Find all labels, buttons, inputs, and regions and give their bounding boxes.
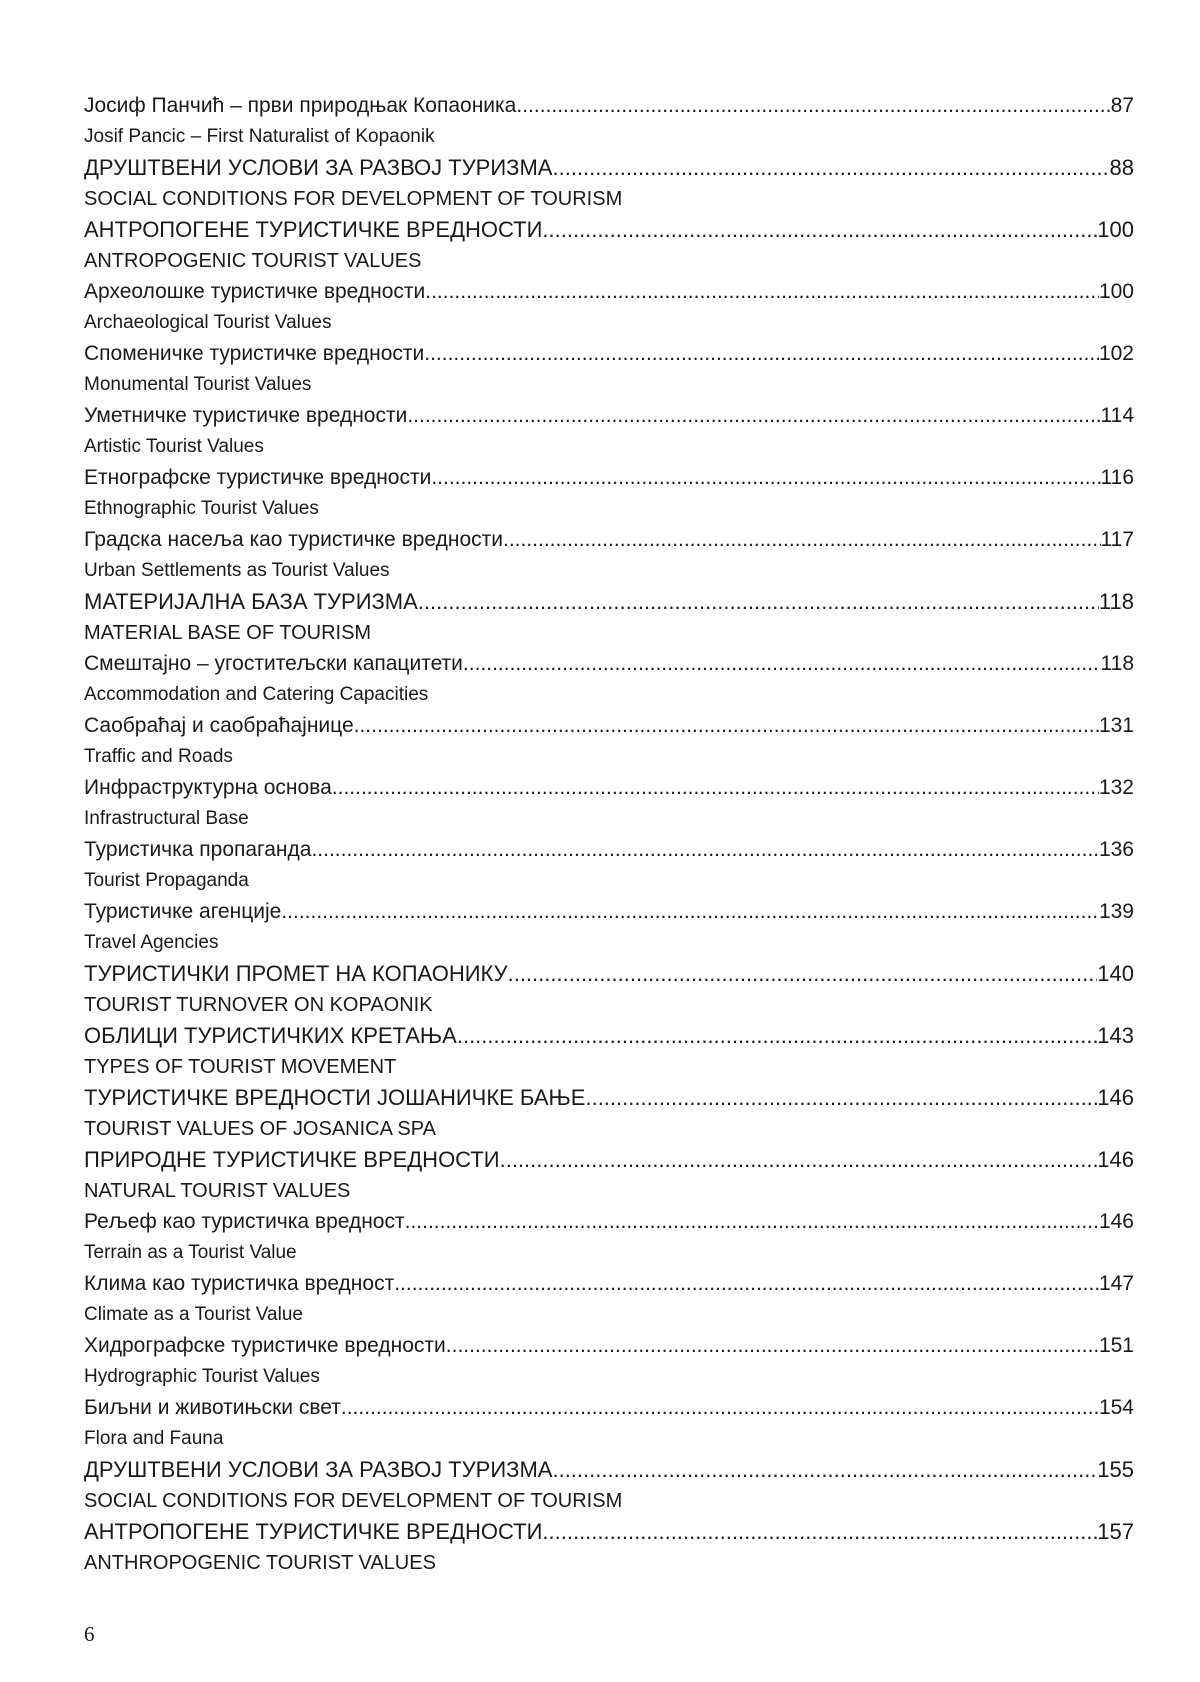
toc-entry-title: Јосиф Панчић – први природњак Копаоника xyxy=(84,94,517,117)
toc-entry xyxy=(84,586,1134,648)
toc-entry-subtitle: Ethnographic Tourist Values xyxy=(84,498,319,519)
toc-entry-page-number: 136 xyxy=(1098,838,1134,861)
toc-entry-title: МАТЕРИЈАЛНА БАЗА ТУРИЗМА xyxy=(84,589,418,614)
toc-entry-subtitle: NATURAL TOURIST VALUES xyxy=(84,1180,351,1202)
toc-entry-page-number: 102 xyxy=(1098,342,1134,365)
toc-entry-subtitle: Hydrographic Tourist Values xyxy=(84,1366,320,1387)
toc-entry-page-number: 151 xyxy=(1098,1334,1134,1357)
toc-entry-page-number: 87 xyxy=(1110,94,1134,117)
toc-entry-page-number: 155 xyxy=(1097,1457,1134,1482)
toc-dot-leader xyxy=(311,834,1098,866)
toc-entry-subtitle: Artistic Tourist Values xyxy=(84,436,264,457)
toc-dot-leader xyxy=(418,586,1099,618)
toc-entry-subtitle: SOCIAL CONDITIONS FOR DEVELOPMENT OF TOURISM xyxy=(84,1490,623,1512)
toc-entry-subtitle: Josif Pancic – First Naturalist of Kopaonik xyxy=(84,126,435,147)
toc-entry-line xyxy=(84,524,1134,556)
toc-entry xyxy=(84,214,1134,276)
toc-entry-page-number: 88 xyxy=(1109,155,1134,180)
toc-entry-subtitle: Tourist Propaganda xyxy=(84,870,249,891)
toc-entry-line xyxy=(84,772,1134,804)
toc-entry xyxy=(84,1330,1134,1392)
toc-entry xyxy=(84,896,1134,958)
toc-entry-line xyxy=(84,1144,1134,1176)
toc-entry-subtitle: Archaeological Tourist Values xyxy=(84,312,332,333)
toc-entry-line xyxy=(84,1082,1134,1114)
toc-entry xyxy=(84,1392,1134,1454)
toc-entry-line xyxy=(84,214,1134,246)
toc-dot-leader xyxy=(431,462,1100,494)
toc-entry-line xyxy=(84,400,1134,432)
toc-entry xyxy=(84,834,1134,896)
toc-entry-line xyxy=(84,834,1134,866)
toc-entry-line xyxy=(84,1392,1134,1424)
toc-entry-page-number: 154 xyxy=(1098,1396,1134,1419)
toc-entry-title: ТУРИСТИЧКЕ ВРЕДНОСТИ ЈОШАНИЧКЕ БАЊЕ xyxy=(84,1085,586,1110)
toc-dot-leader xyxy=(446,1330,1099,1362)
toc-entry-line xyxy=(84,90,1134,122)
toc-dot-leader xyxy=(508,958,1098,990)
toc-entry-subtitle: ANTHROPOGENIC TOURIST VALUES xyxy=(84,1552,436,1574)
toc-entry-title: АНТРОПОГЕНЕ ТУРИСТИЧКЕ ВРЕДНОСТИ xyxy=(84,1519,543,1544)
toc-dot-leader xyxy=(394,1268,1099,1300)
toc-entry-title: Споменичке туристичке вредности xyxy=(84,342,425,365)
toc-entry-page-number: 146 xyxy=(1097,1085,1134,1110)
toc-dot-leader xyxy=(341,1392,1099,1424)
toc-entry-subtitle: Accommodation and Catering Capacities xyxy=(84,684,429,705)
toc-entry-subtitle: Infrastructural Base xyxy=(84,808,249,829)
toc-entry-line xyxy=(84,338,1134,370)
toc-entry xyxy=(84,710,1134,772)
toc-entry xyxy=(84,1144,1134,1206)
toc-entry-title: Уметничке туристичке вредности xyxy=(84,404,408,427)
toc-dot-leader xyxy=(516,90,1110,122)
toc-entry-line xyxy=(84,896,1134,928)
toc-entry xyxy=(84,1516,1134,1578)
toc-entry-title: Саобраћај и саобраћајнице xyxy=(84,714,354,737)
toc-entry-subtitle: TOURIST TURNOVER ON KOPAONIK xyxy=(84,994,433,1016)
toc-entry xyxy=(84,1082,1134,1144)
toc-entry-title: Туристичка пропаганда xyxy=(84,838,312,861)
toc-entry-line xyxy=(84,958,1134,990)
toc-entry-line xyxy=(84,586,1134,618)
toc-entry-subtitle: Flora and Fauna xyxy=(84,1428,224,1449)
toc-entry-line xyxy=(84,1020,1134,1052)
toc-dot-leader xyxy=(585,1082,1097,1114)
toc-entry-title: ДРУШТВЕНИ УСЛОВИ ЗА РАЗВОЈ ТУРИЗМА xyxy=(84,1457,553,1482)
toc-entry-subtitle: SOCIAL CONDITIONS FOR DEVELOPMENT OF TOURISM xyxy=(84,188,623,210)
toc-entry-subtitle: Travel Agencies xyxy=(84,932,219,953)
toc-entry-page-number: 118 xyxy=(1100,652,1134,675)
toc-dot-leader xyxy=(281,896,1099,928)
toc-entry xyxy=(84,276,1134,338)
toc-entry-page-number: 100 xyxy=(1098,280,1134,303)
toc-entry-line xyxy=(84,1454,1134,1486)
toc-entry-page-number: 139 xyxy=(1098,900,1134,923)
toc-entry-title: АНТРОПОГЕНЕ ТУРИСТИЧКЕ ВРЕДНОСТИ xyxy=(84,217,543,242)
toc-entry-page-number: 157 xyxy=(1097,1519,1134,1544)
toc-entry-subtitle: Urban Settlements as Tourist Values xyxy=(84,560,390,581)
toc-entry-line xyxy=(84,152,1134,184)
toc-entry-page-number: 147 xyxy=(1098,1272,1134,1295)
page-number: 6 xyxy=(84,1622,95,1646)
toc-entry-page-number: 117 xyxy=(1100,528,1134,551)
toc-entry xyxy=(84,338,1134,400)
toc-entry-title: Инфраструктурна основа xyxy=(84,776,332,799)
toc-entry xyxy=(84,772,1134,834)
toc-dot-leader xyxy=(354,710,1099,742)
toc-dot-leader xyxy=(542,1516,1097,1548)
toc-entry xyxy=(84,1454,1134,1516)
toc-entry-line xyxy=(84,1330,1134,1362)
toc-dot-leader xyxy=(552,152,1109,184)
toc-entry-title: Туристичке агенције xyxy=(84,900,282,923)
toc-entry-page-number: 132 xyxy=(1098,776,1134,799)
toc-entry-title: Биљни и животињски свет xyxy=(84,1396,341,1419)
toc-entry-subtitle: Monumental Tourist Values xyxy=(84,374,312,395)
toc-entry-title: Рељеф као туристичка вредност xyxy=(84,1210,405,1233)
toc-entry-line xyxy=(84,462,1134,494)
toc-entry-page-number: 100 xyxy=(1097,217,1134,242)
toc-dot-leader xyxy=(457,1020,1097,1052)
toc-entry-line xyxy=(84,276,1134,308)
toc-dot-leader xyxy=(425,276,1099,308)
toc-entry xyxy=(84,524,1134,586)
toc-dot-leader xyxy=(405,1206,1099,1238)
toc-dot-leader xyxy=(424,338,1099,370)
toc-dot-leader xyxy=(332,772,1099,804)
toc-entry xyxy=(84,152,1134,214)
toc-entry-page-number: 140 xyxy=(1097,961,1134,986)
toc-entry xyxy=(84,958,1134,1020)
toc-entry-page-number: 146 xyxy=(1097,1147,1134,1172)
toc-entry xyxy=(84,648,1134,710)
toc-entry xyxy=(84,1206,1134,1268)
toc-entry-subtitle: Terrain as a Tourist Value xyxy=(84,1242,297,1263)
toc-entry-title: ТУРИСТИЧКИ ПРОМЕТ НА КОПАОНИКУ xyxy=(84,961,508,986)
toc-dot-leader xyxy=(407,400,1100,432)
toc-entry-title: Археолошке туристичке вредности xyxy=(84,280,426,303)
toc-dot-leader xyxy=(542,214,1097,246)
toc-entry-page-number: 114 xyxy=(1100,404,1134,427)
toc-entry-title: Клима као туристичка вредност xyxy=(84,1272,395,1295)
toc-entry-line xyxy=(84,1206,1134,1238)
toc-dot-leader xyxy=(463,648,1101,680)
toc-entry xyxy=(84,1020,1134,1082)
toc-entry-title: ДРУШТВЕНИ УСЛОВИ ЗА РАЗВОЈ ТУРИЗМА xyxy=(84,155,553,180)
toc-entry-line xyxy=(84,1268,1134,1300)
toc-dot-leader xyxy=(503,524,1101,556)
toc-entry-page-number: 118 xyxy=(1098,589,1134,614)
toc-entry-subtitle: MATERIAL BASE OF TOURISM xyxy=(84,622,372,644)
toc-entry-page-number: 146 xyxy=(1098,1210,1134,1233)
toc-entry-subtitle: Traffic and Roads xyxy=(84,746,233,767)
toc-entry xyxy=(84,462,1134,524)
toc-entry-subtitle: Climate as a Tourist Value xyxy=(84,1304,303,1325)
toc-entry-title: ПРИРОДНЕ ТУРИСТИЧКЕ ВРЕДНОСТИ xyxy=(84,1147,500,1172)
toc-entry-title: Етнографске туристичке вредности xyxy=(84,466,432,489)
toc-entry-line xyxy=(84,1516,1134,1548)
toc-entry xyxy=(84,1268,1134,1330)
toc-entry-title: Хидрографске туристичке вредности xyxy=(84,1334,446,1357)
toc-entry-line xyxy=(84,710,1134,742)
toc-entry-subtitle: TYPES OF TOURIST MOVEMENT xyxy=(84,1056,397,1078)
toc-entry-subtitle: ANTROPOGENIC TOURIST VALUES xyxy=(84,250,422,272)
toc-entry-page-number: 131 xyxy=(1098,714,1134,737)
toc-entry xyxy=(84,400,1134,462)
toc-entry-page-number: 143 xyxy=(1097,1023,1134,1048)
toc-dot-leader xyxy=(552,1454,1097,1486)
toc-entry-title: ОБЛИЦИ ТУРИСТИЧКИХ КРЕТАЊА xyxy=(84,1023,457,1048)
toc-dot-leader xyxy=(500,1144,1098,1176)
toc-entry-line xyxy=(84,648,1134,680)
toc-entry-subtitle: TOURIST VALUES OF JOSANICA SPA xyxy=(84,1118,436,1140)
toc-entry-page-number: 116 xyxy=(1100,466,1134,489)
table-of-contents xyxy=(84,90,1134,1578)
toc-entry xyxy=(84,90,1134,152)
toc-entry-title: Смештајно – угоститељски капацитети xyxy=(84,652,463,675)
toc-entry-title: Градска насеља као туристичке вредности xyxy=(84,528,503,551)
